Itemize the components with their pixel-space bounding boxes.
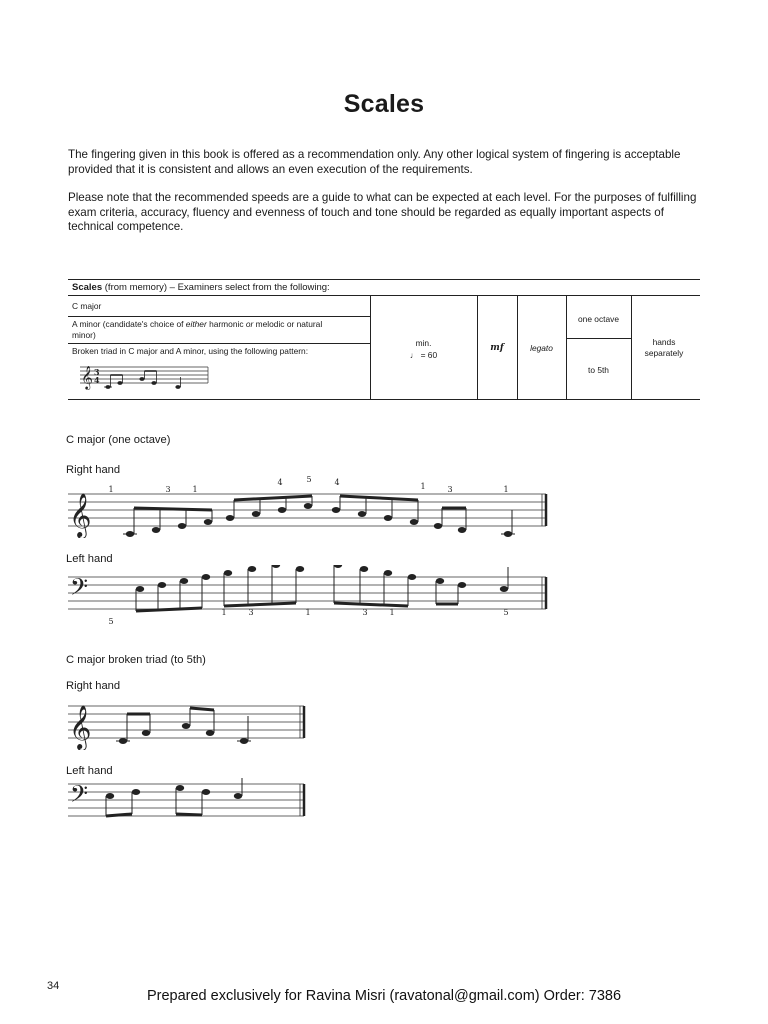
- table-row-divider: [68, 316, 370, 317]
- rh-scale-staff: [68, 474, 550, 538]
- intro-paragraph-speeds: Please note that the recommended speeds are a guide to what can be expected at each level. For the purposes of fulfilling exam criteria, accuracy, fluency and evenness of touch and tone should be regarded as equally important aspects of technical competence.: [68, 191, 697, 234]
- table-row-divider: [68, 343, 370, 344]
- svg-text:𝄢: 𝄢: [70, 573, 89, 606]
- lh-fingering-7: 5: [503, 608, 509, 617]
- svg-text:3: 3: [94, 367, 100, 377]
- requirement-a-minor: [72, 319, 332, 340]
- hands-separately: hands separately: [644, 337, 684, 358]
- lh-fingering-6: 1: [389, 608, 395, 617]
- requirements-heading-text: (from memory) – Examiners select from the following:: [102, 282, 330, 293]
- rh-fingering-2: 3: [165, 485, 171, 494]
- range-to-5th: to 5th: [588, 365, 609, 375]
- scale-left-hand-label: Left hand: [66, 553, 113, 565]
- lh-fingering-3: 3: [248, 608, 254, 617]
- svg-text:𝄞: 𝄞: [69, 705, 92, 749]
- svg-text:𝄞: 𝄞: [69, 493, 92, 537]
- a-minor-text: melodic or natural minor): [72, 319, 323, 340]
- dynamic-marking: mf: [490, 343, 504, 353]
- a-minor-either: either: [185, 319, 207, 329]
- speed-value: ♩ = 60: [409, 350, 438, 360]
- rh-fingering-8: 3: [447, 485, 453, 494]
- lh-fingering-5: 3: [362, 608, 368, 617]
- svg-text:4: 4: [94, 375, 100, 385]
- triad-left-hand-label: Left hand: [66, 765, 113, 777]
- intro-paragraph-fingering: The fingering given in this book is offered as a recommendation only. Any other logical system of fingering is acceptable provided that it is consistent and allows an even execution of the requirements.: [68, 148, 681, 176]
- a-minor-text: harmonic: [206, 319, 246, 329]
- a-minor-or: or: [245, 319, 254, 329]
- lh-scale-staff: [68, 565, 550, 629]
- rh-fingering-9: 1: [503, 485, 509, 494]
- lh-triad-staff: [68, 778, 308, 828]
- broken-triad-pattern-staff: [80, 361, 210, 391]
- page-number: 34: [47, 980, 60, 992]
- lh-fingering-4: 1: [305, 608, 311, 617]
- page-title: Scales: [343, 90, 425, 118]
- rh-fingering-1: 1: [108, 485, 114, 494]
- a-minor-text: A minor (candidate's choice of: [72, 319, 186, 329]
- table-divider: [566, 296, 567, 399]
- speed-min-label: min.: [415, 338, 432, 348]
- rh-fingering-3: 1: [192, 485, 198, 494]
- scale-section-title: C major (one octave): [66, 434, 171, 446]
- svg-text:𝄢: 𝄢: [70, 780, 89, 813]
- table-divider: [631, 296, 632, 399]
- rh-fingering-4: 4: [277, 478, 283, 487]
- articulation-legato: legato: [530, 343, 553, 353]
- triad-section-title: C major broken triad (to 5th): [66, 654, 206, 666]
- triad-right-hand-label: Right hand: [66, 680, 121, 692]
- requirements-table: [68, 279, 700, 400]
- requirement-broken-triad: Broken triad in C major and A minor, using the following pattern:: [72, 346, 309, 356]
- rh-triad-staff: [68, 690, 308, 750]
- requirements-heading: [68, 280, 700, 296]
- rh-fingering-5: 5: [306, 475, 312, 484]
- license-watermark: Prepared exclusively for Ravina Misri (ravatonal@gmail.com) Order: 7386: [146, 988, 622, 1004]
- range-one-octave: one octave: [578, 314, 619, 324]
- scale-right-hand-label: Right hand: [66, 464, 121, 476]
- rh-fingering-7: 1: [420, 482, 426, 491]
- requirements-heading-bold: Scales: [72, 282, 103, 293]
- lh-fingering-2: 1: [221, 608, 227, 617]
- rh-fingering-6: 4: [334, 478, 340, 487]
- svg-text:𝄞: 𝄞: [81, 365, 93, 389]
- lh-fingering-1: 5: [108, 617, 114, 626]
- requirement-c-major: C major: [72, 301, 102, 311]
- table-row-divider: [566, 338, 631, 339]
